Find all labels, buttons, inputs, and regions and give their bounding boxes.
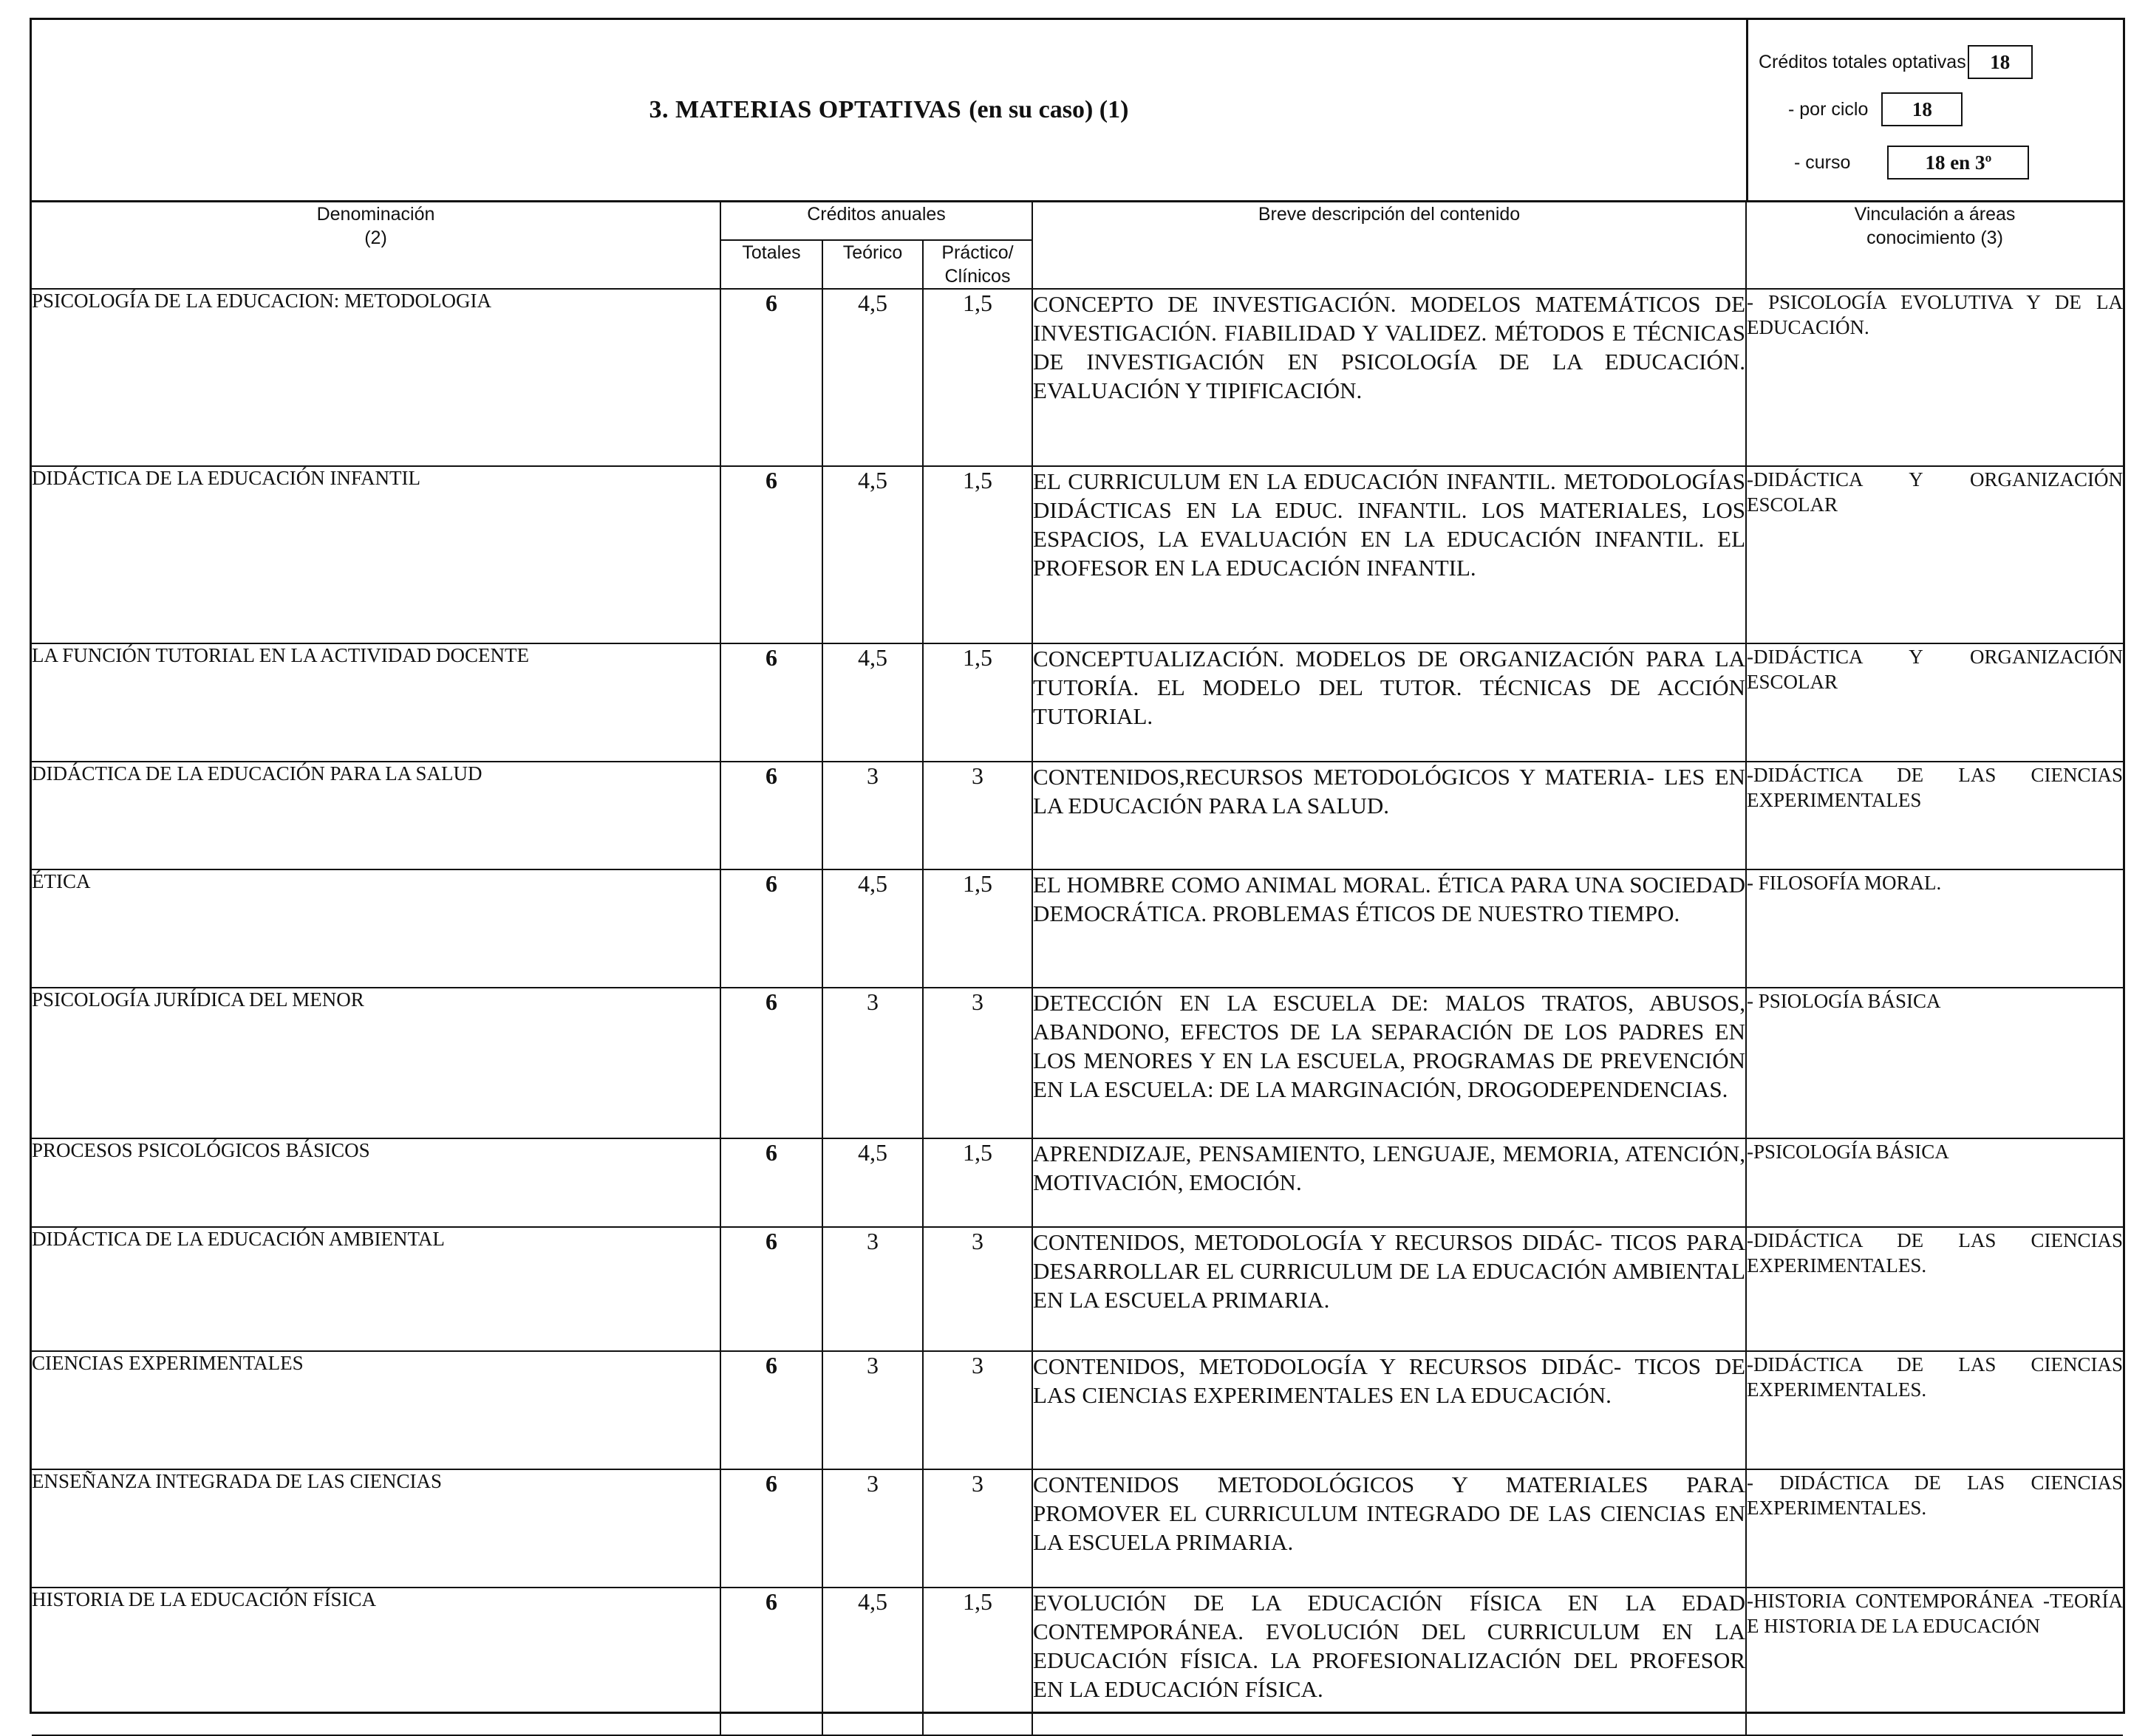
credits-teorico: 4,5	[822, 289, 923, 466]
header-denominacion	[32, 202, 720, 289]
subject-name: DIDÁCTICA DE LA EDUCACIÓN AMBIENTAL	[32, 1227, 720, 1351]
subject-area: -DIDÁCTICA DE LAS CIENCIAS EXPERIMENTALES.	[1746, 1227, 2123, 1351]
subject-description: APRENDIZAJE, PENSAMIENTO, LENGUAJE, MEMORIA, ATENCIÓN, MOTIVACIÓN, EMOCIÓN.	[1032, 1138, 1746, 1227]
header-totales: Totales	[720, 240, 822, 289]
credits-totales: 6	[720, 1469, 822, 1588]
credits-curso-value: 18 en 3º	[1887, 146, 2029, 180]
credits-totales: 6	[720, 762, 822, 869]
subject-description: CONTENIDOS,RECURSOS METODOLÓGICOS Y MATERIA- LES EN LA EDUCACIÓN PARA LA SALUD.	[1032, 762, 1746, 869]
subject-description: EL HOMBRE COMO ANIMAL MORAL. ÉTICA PARA UNA SOCIEDAD DEMOCRÁTICA. PROBLEMAS ÉTICOS DE NUESTRO TIEMPO.	[1032, 869, 1746, 988]
subject-name: DIDÁCTICA DE LA EDUCACIÓN INFANTIL	[32, 466, 720, 643]
credits-ciclo-value: 18	[1881, 92, 1963, 126]
header-vinculacion-label-2: conocimiento (3)	[1866, 228, 2003, 248]
credits-ciclo-row	[1788, 92, 1963, 126]
credits-totales: 6	[720, 869, 822, 988]
subject-name: ENSEÑANZA INTEGRADA DE LAS CIENCIAS	[32, 1469, 720, 1588]
credits-teorico: 4,5	[822, 1588, 923, 1735]
credits-teorico: 3	[822, 762, 923, 869]
header-practico	[923, 240, 1032, 289]
credits-practico: 1,5	[923, 643, 1032, 762]
credits-curso-row	[1794, 146, 2029, 180]
table-row	[32, 1138, 2123, 1227]
credits-totales: 6	[720, 466, 822, 643]
credits-ciclo-label: - por ciclo	[1788, 98, 1869, 120]
subject-description: EL CURRICULUM EN LA EDUCACIÓN INFANTIL. METODOLOGÍAS DIDÁCTICAS EN LA EDUC. INFANTIL. LOS MATERIALES, LOS ESPACIOS, LA EVALUACIÓN EN LA EDUCACIÓN INFANTIL. EL PROFESOR EN LA EDUCACIÓN INFANTIL.	[1032, 466, 1746, 643]
credits-totales: 6	[720, 1351, 822, 1469]
header-clinicos-label: Clínicos	[944, 266, 1011, 287]
table-row	[32, 466, 2123, 643]
header-creditos: Créditos anuales	[720, 202, 1032, 240]
subject-area: - FILOSOFÍA MORAL.	[1746, 869, 2123, 988]
header-practico-label: Práctico/	[941, 242, 1014, 263]
credits-summary	[1746, 20, 2125, 200]
subject-description: CONCEPTO DE INVESTIGACIÓN. MODELOS MATEMÁTICOS DE INVESTIGACIÓN. FIABILIDAD Y VALIDEZ. MÉTODOS E TÉCNICAS DE INVESTIGACIÓN EN PSICOLOGÍA DE LA EDUCACIÓN. EVALUACIÓN Y TIPIFICACIÓN.	[1032, 289, 1746, 466]
credits-practico: 3	[923, 1469, 1032, 1588]
subject-name: HISTORIA DE LA EDUCACIÓN FÍSICA	[32, 1588, 720, 1735]
subject-area: - PSIOLOGÍA BÁSICA	[1746, 988, 2123, 1138]
header-vinculacion-label: Vinculación a áreas	[1854, 204, 2016, 225]
subject-area: -DIDÁCTICA DE LAS CIENCIAS EXPERIMENTALES.	[1746, 1351, 2123, 1469]
subject-area: - DIDÁCTICA DE LAS CIENCIAS EXPERIMENTALES.	[1746, 1469, 2123, 1588]
credits-practico: 1,5	[923, 289, 1032, 466]
subject-area: -DIDÁCTICA Y ORGANIZACIÓN ESCOLAR	[1746, 466, 2123, 643]
subject-name: PSICOLOGÍA JURÍDICA DEL MENOR	[32, 988, 720, 1138]
subject-area: -HISTORIA CONTEMPORÁNEA -TEORÍA E HISTORIA DE LA EDUCACIÓN	[1746, 1588, 2123, 1735]
subject-area: -DIDÁCTICA Y ORGANIZACIÓN ESCOLAR	[1746, 643, 2123, 762]
subject-area: -PSICOLOGÍA BÁSICA	[1746, 1138, 2123, 1227]
credits-teorico: 3	[822, 1469, 923, 1588]
table-row	[32, 1588, 2123, 1735]
credits-total-row	[1759, 45, 2033, 79]
subject-area: - PSICOLOGÍA EVOLUTIVA Y DE LA EDUCACIÓN.	[1746, 289, 2123, 466]
credits-teorico: 4,5	[822, 466, 923, 643]
credits-total-label: Créditos totales optativas	[1759, 51, 1966, 72]
table-row	[32, 643, 2123, 762]
credits-practico: 3	[923, 1351, 1032, 1469]
subject-description: DETECCIÓN EN LA ESCUELA DE: MALOS TRATOS, ABUSOS, ABANDONO, EFECTOS DE LA SEPARACIÓN DE LOS PADRES EN LOS MENORES Y EN LA ESCUELA, PROGRAMAS DE PREVENCIÓN EN LA ESCUELA: DE LA MARGINACIÓN, DROGODEPENDENCIAS.	[1032, 988, 1746, 1138]
table-row	[32, 762, 2123, 869]
header-teorico: Teórico	[822, 240, 923, 289]
header-vinculacion	[1746, 202, 2123, 289]
header-denominacion-label: Denominación	[316, 204, 435, 225]
credits-practico: 3	[923, 988, 1032, 1138]
credits-totales: 6	[720, 1227, 822, 1351]
credits-totales: 6	[720, 643, 822, 762]
credits-practico: 1,5	[923, 466, 1032, 643]
subject-description: CONTENIDOS, METODOLOGÍA Y RECURSOS DIDÁC- TICOS DE LAS CIENCIAS EXPERIMENTALES EN LA EDUCACIÓN.	[1032, 1351, 1746, 1469]
table-row	[32, 988, 2123, 1138]
table-row	[32, 1469, 2123, 1588]
subject-name: CIENCIAS EXPERIMENTALES	[32, 1351, 720, 1469]
section-title-text: 3. MATERIAS OPTATIVAS	[649, 96, 962, 123]
table-row	[32, 1227, 2123, 1351]
credits-teorico: 4,5	[822, 643, 923, 762]
credits-teorico: 4,5	[822, 1138, 923, 1227]
credits-total-value: 18	[1968, 45, 2033, 79]
section-title	[32, 20, 1746, 200]
subject-name: ÉTICA	[32, 869, 720, 988]
subject-name: PSICOLOGÍA DE LA EDUCACION: METODOLOGIA	[32, 289, 720, 466]
subject-area: -DIDÁCTICA DE LAS CIENCIAS EXPERIMENTALES	[1746, 762, 2123, 869]
credits-totales: 6	[720, 1138, 822, 1227]
credits-practico: 3	[923, 1227, 1032, 1351]
credits-practico: 1,5	[923, 1138, 1032, 1227]
credits-teorico: 3	[822, 1227, 923, 1351]
section-header	[30, 18, 2125, 202]
document-sheet	[30, 18, 2125, 1714]
header-denominacion-note: (2)	[364, 228, 387, 248]
subject-name: LA FUNCIÓN TUTORIAL EN LA ACTIVIDAD DOCENTE	[32, 643, 720, 762]
subject-name: PROCESOS PSICOLÓGICOS BÁSICOS	[32, 1138, 720, 1227]
subjects-table	[32, 202, 2123, 1736]
subject-name: DIDÁCTICA DE LA EDUCACIÓN PARA LA SALUD	[32, 762, 720, 869]
credits-curso-label: - curso	[1794, 151, 1851, 173]
credits-totales: 6	[720, 988, 822, 1138]
credits-practico: 1,5	[923, 1588, 1032, 1735]
header-descripcion	[1032, 202, 1746, 289]
credits-teorico: 4,5	[822, 869, 923, 988]
table-row	[32, 1351, 2123, 1469]
subject-description: CONCEPTUALIZACIÓN. MODELOS DE ORGANIZACIÓN PARA LA TUTORÍA. EL MODELO DEL TUTOR. TÉCNICAS DE ACCIÓN TUTORIAL.	[1032, 643, 1746, 762]
table-row	[32, 289, 2123, 466]
subject-description: CONTENIDOS METODOLÓGICOS Y MATERIALES PARA PROMOVER EL CURRICULUM INTEGRADO DE LAS CIENCIAS EN LA ESCUELA PRIMARIA.	[1032, 1469, 1746, 1588]
credits-practico: 1,5	[923, 869, 1032, 988]
credits-totales: 6	[720, 1588, 822, 1735]
credits-practico: 3	[923, 762, 1032, 869]
subjects-table-wrapper	[30, 202, 2125, 1714]
credits-totales: 6	[720, 289, 822, 466]
subject-description: EVOLUCIÓN DE LA EDUCACIÓN FÍSICA EN LA EDAD CONTEMPORÁNEA. EVOLUCIÓN DEL CURRICULUM EN LA EDUCACIÓN FÍSICA. LA PROFESIONALIZACIÓN DEL PROFESOR EN LA EDUCACIÓN FÍSICA.	[1032, 1588, 1746, 1735]
header-descripcion-label: Breve descripción del contenido	[1258, 204, 1521, 225]
credits-teorico: 3	[822, 1351, 923, 1469]
table-row	[32, 869, 2123, 988]
subject-description: CONTENIDOS, METODOLOGÍA Y RECURSOS DIDÁC- TICOS PARA DESARROLLAR EL CURRICULUM DE LA EDUCACIÓN AMBIENTAL EN LA ESCUELA PRIMARIA.	[1032, 1227, 1746, 1351]
section-subtitle-text: (en su caso) (1)	[969, 96, 1129, 123]
credits-teorico: 3	[822, 988, 923, 1138]
